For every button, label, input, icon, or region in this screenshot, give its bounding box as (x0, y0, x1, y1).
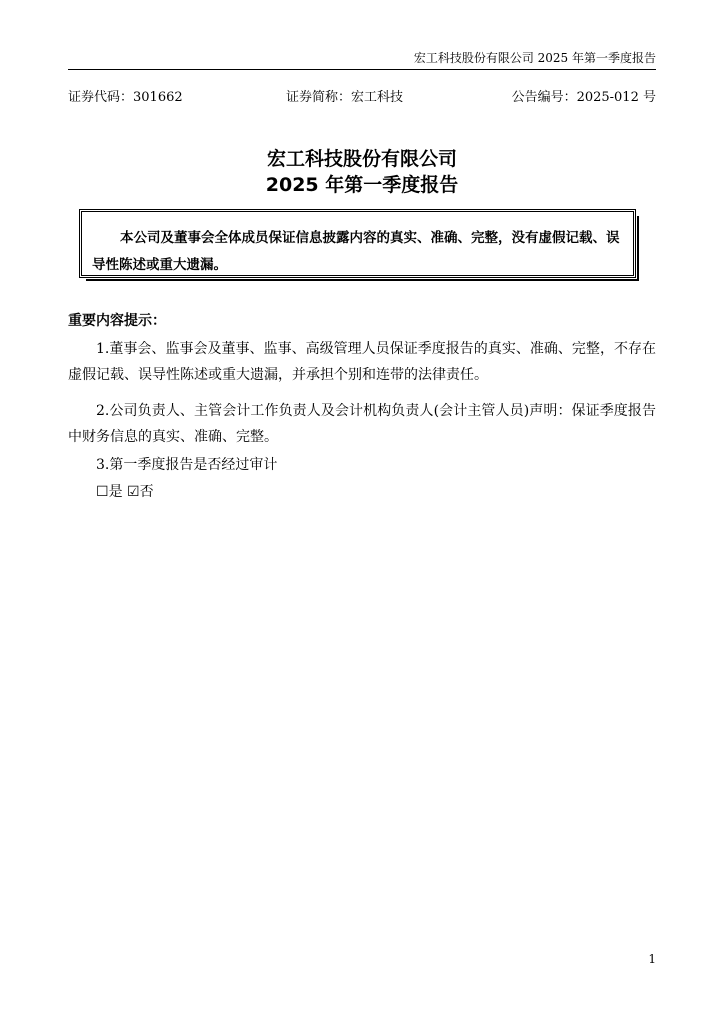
stock-code: 证券代码：301662 (68, 90, 183, 105)
header-divider (68, 69, 656, 70)
audit-status (96, 479, 154, 505)
checked-box-icon: ☑ (127, 484, 140, 500)
note-item-1: 1.董事会、监事会及董事、监事、高级管理人员保证季度报告的真实、准确、完整，不存在虚假记载、误导性陈述或重大遗漏，并承担个别和连带的法律责任。 (68, 341, 656, 383)
notice-text: 本公司及董事会全体成员保证信息披露内容的真实、准确、完整，没有虚假记载、误导性陈述或重大遗漏。 (92, 230, 620, 273)
unchecked-box-icon: ☐ (96, 484, 109, 500)
note-item-2: 2.公司负责人、主管会计工作负责人及会计机构负责人(会计主管人员)声明：保证季度报告中财务信息的真实、准确、完整。 (68, 403, 656, 445)
company-title: 宏工科技股份有限公司 (266, 148, 457, 170)
announcement-number: 公告编号：2025-012 号 (511, 90, 656, 105)
running-header: 宏工科技股份有限公司 2025 年第一季度报告 (413, 51, 656, 65)
note-item-3: 3.第一季度报告是否经过审计 (96, 457, 278, 473)
board-assurance-notice (79, 209, 636, 278)
report-title: 2025 年第一季度报告 (265, 174, 459, 196)
option-no-label: 否 (139, 484, 154, 500)
stock-short-name: 证券简称：宏工科技 (286, 90, 404, 105)
important-notes-heading: 重要内容提示： (68, 313, 166, 329)
page-number: 1 (648, 952, 656, 966)
option-yes-label: 是 (108, 484, 123, 500)
